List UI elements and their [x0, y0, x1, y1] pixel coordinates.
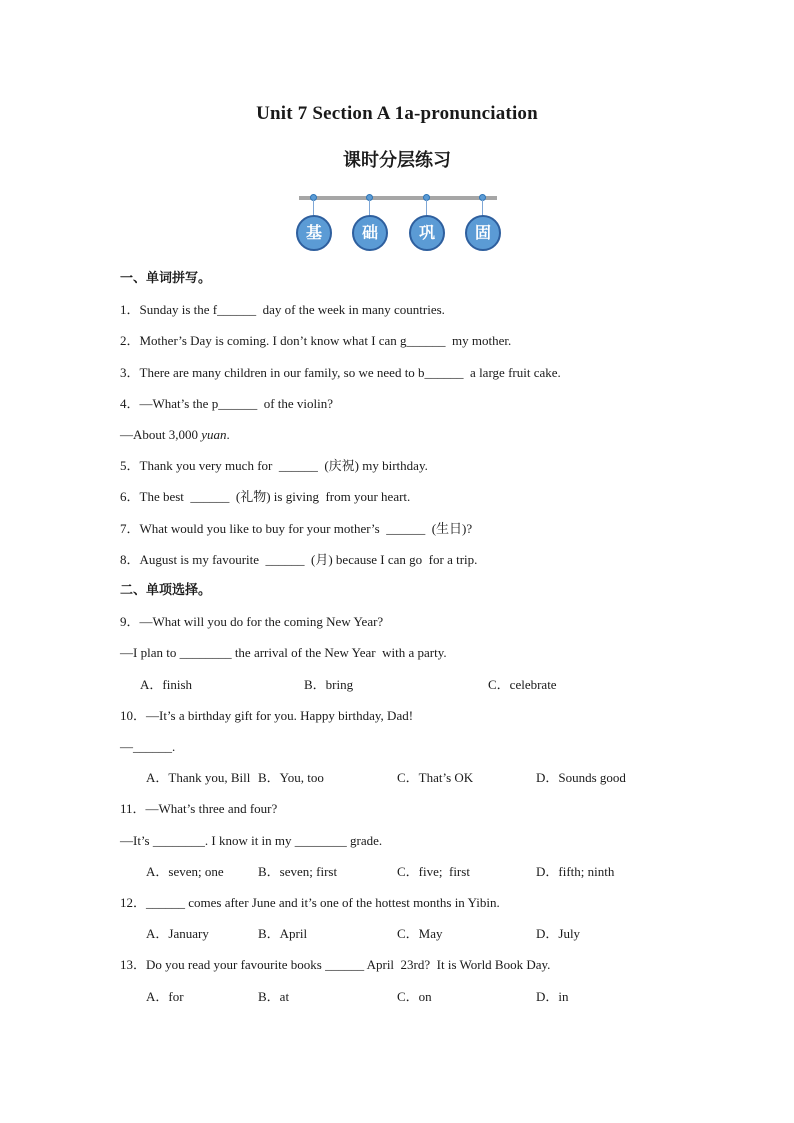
section-heading-spelling: 一、单词拼写。	[120, 271, 212, 286]
option-9c[interactable]: C．celebrate	[488, 677, 557, 692]
answer-italic: yuan	[201, 427, 227, 442]
answer-text: —About 3,000	[120, 427, 202, 442]
option-12b[interactable]: B．April	[258, 926, 308, 941]
question-9: 9．—What will you do for the coming New Year?	[120, 614, 384, 629]
question-1: 1．Sunday is the f______ day of the week in many countries.	[120, 302, 445, 317]
question-10-response: —______.	[120, 739, 176, 754]
option-9a[interactable]: A．finish	[140, 677, 193, 692]
banner-circle-gu: 固	[465, 215, 501, 251]
question-4-answer	[120, 427, 230, 443]
option-12d[interactable]: D．July	[536, 926, 581, 941]
option-13b[interactable]: B．at	[258, 989, 290, 1004]
question-7: 7．What would you like to buy for your mother’s ______ (生日)?	[120, 521, 473, 536]
banner-stem	[482, 200, 483, 216]
question-9-response: —I plan to ________ the arrival of the New Year with a party.	[120, 645, 447, 660]
question-5: 5．Thank you very much for ______ (庆祝) my birthday.	[120, 458, 428, 473]
option-11d[interactable]: D．fifth; ninth	[536, 864, 615, 879]
option-11a[interactable]: A．seven; one	[146, 864, 224, 879]
section-heading-choice: 二、单项选择。	[120, 583, 212, 598]
banner-circle-ji: 基	[296, 215, 332, 251]
answer-period: .	[226, 427, 230, 442]
option-12c[interactable]: C．May	[397, 926, 443, 941]
question-13: 13．Do you read your favourite books ______ April 23rd? It is World Book Day.	[120, 957, 551, 972]
question-10: 10．—It’s a birthday gift for you. Happy birthday, Dad!	[120, 708, 414, 723]
question-12: 12．______ comes after June and it’s one of the hottest months in Yibin.	[120, 895, 500, 910]
option-11c[interactable]: C．five; first	[397, 864, 470, 879]
option-13c[interactable]: C．on	[397, 989, 432, 1004]
option-10d[interactable]: D．Sounds good	[536, 770, 626, 785]
banner-circle-chu: 础	[352, 215, 388, 251]
option-9b[interactable]: B．bring	[304, 677, 354, 692]
banner-stem	[369, 200, 370, 216]
option-10a[interactable]: A．Thank you, Bill	[146, 770, 251, 785]
question-11-response: —It’s ________. I know it in my ________ grade.	[120, 833, 383, 848]
question-8: 8．August is my favourite ______ (月) because I can go for a trip.	[120, 552, 478, 567]
option-13a[interactable]: A．for	[146, 989, 184, 1004]
option-13d[interactable]: D．in	[536, 989, 569, 1004]
option-10b[interactable]: B．You, too	[258, 770, 324, 785]
document-title: Unit 7 Section A 1a-pronunciation	[256, 103, 538, 124]
banner-circle-gong: 巩	[409, 215, 445, 251]
foundation-banner	[296, 193, 500, 255]
option-12a[interactable]: A．January	[146, 926, 209, 941]
question-4: 4．—What’s the p______ of the violin?	[120, 396, 334, 411]
banner-stem	[426, 200, 427, 216]
question-6: 6．The best ______ (礼物) is giving from your heart.	[120, 489, 411, 504]
question-11: 11．—What’s three and four?	[120, 801, 278, 816]
banner-stem	[313, 200, 314, 216]
question-3: 3．There are many children in our family, so we need to b______ a large fruit cake.	[120, 365, 561, 380]
question-2: 2．Mother’s Day is coming. I don’t know what I can g______ my mother.	[120, 333, 512, 348]
document-subtitle: 课时分层练习	[343, 150, 451, 171]
banner-bar	[299, 196, 497, 200]
option-11b[interactable]: B．seven; first	[258, 864, 338, 879]
option-10c[interactable]: C．That’s OK	[397, 770, 474, 785]
